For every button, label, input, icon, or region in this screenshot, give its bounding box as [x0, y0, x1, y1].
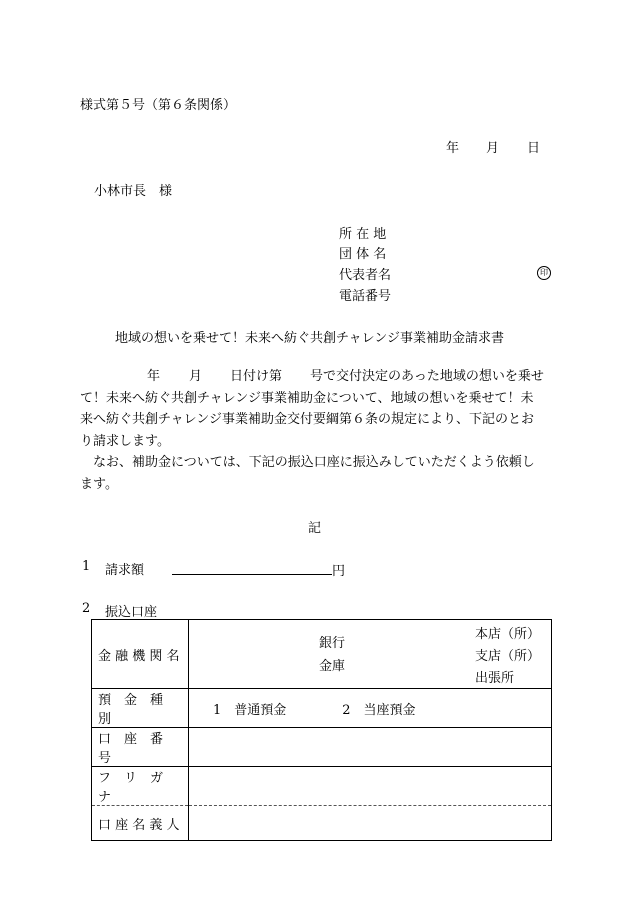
date-year: 年 — [446, 141, 460, 156]
row-deposit — [92, 689, 552, 728]
body-line-5: なお、補助金については、下記の振込口座に振込みしていただくよう依頼し — [80, 455, 535, 470]
branch-type-1: 支店（所） — [475, 649, 541, 664]
account-label: 口 座 番 号 — [98, 732, 177, 766]
addressee: 小林市長 様 — [94, 184, 173, 199]
bank-name-cell[interactable] — [189, 620, 552, 689]
item1-label: 請求額 — [105, 563, 145, 578]
holder-cell[interactable] — [189, 806, 552, 841]
body-month: 月 — [189, 369, 203, 384]
deposit-option-1[interactable]: 2 当座預金 — [342, 702, 416, 718]
representative-label: 代表者名 — [339, 268, 392, 283]
item2-number: 2 — [82, 601, 91, 616]
row-furigana — [92, 767, 552, 806]
bank-type-0: 銀行 — [319, 636, 346, 651]
branch-type-2: 出張所 — [475, 671, 515, 686]
seal-icon: 印 — [537, 266, 551, 280]
form-number: 様式第５号（第６条関係） — [80, 98, 237, 113]
account-label-cell — [92, 728, 189, 767]
body-line-2: て！未来へ紡ぐ共創チャレンジ事業補助金について、地域の想いを乗せて！未 — [80, 390, 534, 406]
bank-label-cell — [92, 620, 189, 689]
furigana-label: フ リ ガ ナ — [98, 771, 177, 805]
bank-label: 金 融 機 関 名 — [98, 648, 180, 664]
date-month: 月 — [486, 141, 500, 156]
deposit-cell[interactable] — [189, 689, 552, 728]
deposit-label-cell — [92, 689, 189, 728]
amount-field[interactable] — [172, 557, 345, 579]
furigana-label-cell — [92, 767, 189, 806]
body-dated: 日付け第 — [230, 369, 283, 384]
item2-label: 振込口座 — [105, 605, 158, 620]
body-line-3: 来へ紡ぐ共創チャレンジ事業補助金交付要綱第６条の規定により、下記のとお — [80, 412, 534, 427]
body-year: 年 — [147, 369, 161, 384]
seal-mark — [537, 264, 551, 280]
amount-line — [172, 557, 332, 575]
bank-type-1: 金庫 — [319, 659, 346, 674]
date-day: 日 — [527, 141, 541, 156]
body-line-6: ます。 — [80, 476, 118, 492]
branch-type-0: 本店（所） — [475, 627, 541, 642]
address-label: 所 在 地 — [339, 227, 387, 242]
deposit-label: 預 金 種 別 — [98, 693, 177, 727]
phone-label: 電話番号 — [339, 289, 392, 304]
row-bank — [92, 620, 552, 689]
body-line-4: り請求します。 — [80, 433, 170, 449]
deposit-option-0[interactable]: 1 普通預金 — [213, 702, 287, 718]
row-account — [92, 728, 552, 767]
holder-label: 口 座 名 義 人 — [98, 817, 180, 833]
body-text — [80, 366, 556, 495]
account-table — [91, 619, 552, 841]
item1-number: 1 — [82, 559, 91, 574]
ki-heading: 記 — [308, 521, 322, 536]
amount-unit: 円 — [332, 564, 346, 579]
furigana-cell[interactable] — [189, 767, 552, 806]
body-line-1 — [80, 366, 556, 388]
holder-label-cell — [92, 806, 189, 841]
row-holder — [92, 806, 552, 841]
document-title: 地域の想いを乗せて！未来へ紡ぐ共創チャレンジ事業補助金請求書 — [115, 331, 504, 346]
org-label: 団 体 名 — [339, 247, 387, 262]
account-number-cell[interactable] — [189, 728, 552, 767]
body-rest: 号で交付決定のあった地域の想いを乗せ — [310, 369, 544, 384]
